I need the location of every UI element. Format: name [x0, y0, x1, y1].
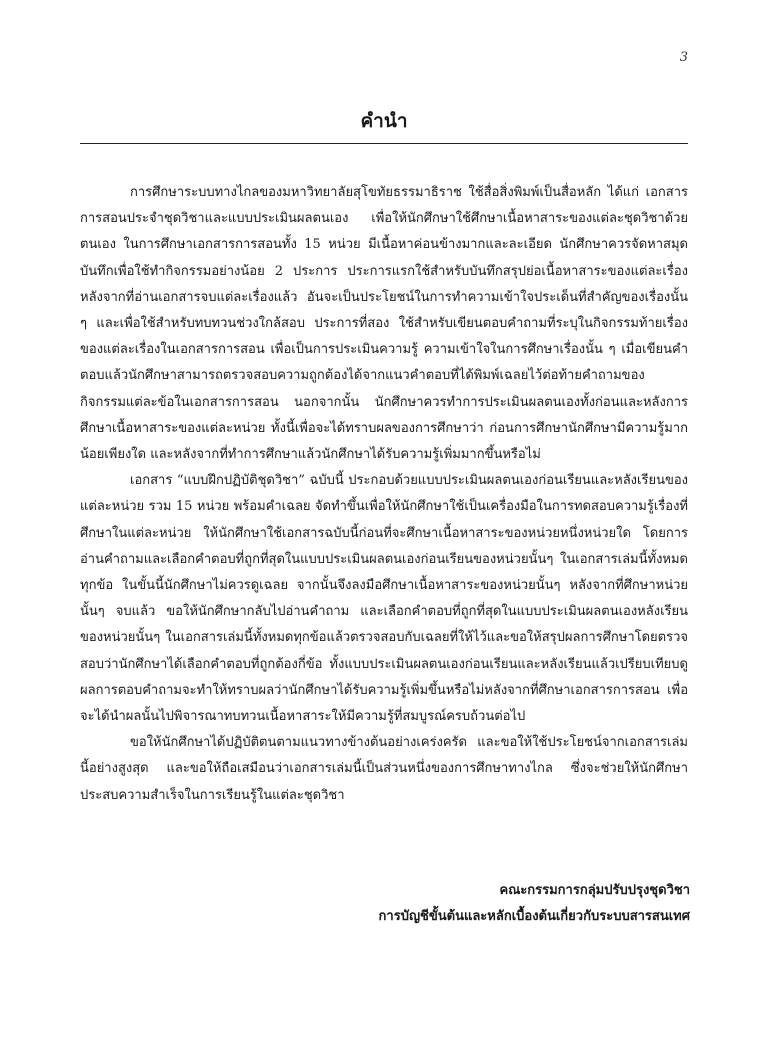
- paragraph-workbook: เอกสาร “แบบฝึกปฏิบัติชุดวิชา” ฉบับนี้ ประกอบด้วยแบบประเมินผลตนเองก่อนเรียนและหลังเรียนของแต่ละหน่วย รวม 15 หน่วย พร้อมคำเฉลย จัดทำขึ้นเพื่อให้นักศึกษาใช้เป็นเครื่องมือในการทดสอบความรู้เรื่องที่ศึกษาในแต่ละหน่วย ให้นักศึกษาใช้เอกสารฉบับนี้ก่อนที่จะศึกษาเนื้อหาสาระของหน่วยหนึ่งหน่วยใด โดยการอ่านคำถามและเลือกคำตอบที่ถูกที่สุดในแบบประเมินผลตนเองก่อนเรียนของหน่วยนั้นๆ ในเอกสารเล่มนี้ทั้งหมดทุกข้อ ในขั้นนี้นักศึกษาไม่ควรดูเฉลย จากนั้นจึงลงมือศึกษาเนื้อหาสาระของหน่วยนั้นๆ หลังจากที่ศึกษาหน่วยนั้นๆ จบแล้ว ขอให้นักศึกษากลับไปอ่านคำถาม และเลือกคำตอบที่ถูกที่สุดในแบบประเมินผลตนเองหลังเรียนของหน่วยนั้นๆ ในเอกสารเล่มนี้ทั้งหมดทุกข้อแล้วตรวจสอบกับเฉลยที่ให้ไว้และขอให้สรุปผลการศึกษาโดยตรวจสอบว่านักศึกษาได้เลือกคำตอบที่ถูกต้องกี่ข้อ ทั้งแบบประเมินผลตนเองก่อนเรียนและหลังเรียนแล้วเปรียบเทียบดูผลการตอบคำถามจะทำให้ทราบผลว่านักศึกษาได้รับความรู้เพิ่มขึ้นหรือไม่หลังจากที่ศึกษาเอกสารการสอน เพื่อจะได้นำผลนั้นไปพิจารณาทบทวนเนื้อหาสาระให้มีความรู้ที่สมบูรณ์ครบถ้วนต่อไป: [80, 473, 688, 725]
- signature-committee: คณะกรรมการกลุ่มปรับปรุงชุดวิชา: [499, 883, 690, 898]
- signature-course: การบัญชีขั้นต้นและหลักเบื้องต้นเกี่ยวกับระบบสารสนเทศ: [378, 909, 690, 924]
- preface-body: [80, 180, 688, 809]
- page-title: คำนำ: [360, 110, 408, 132]
- title-divider: [80, 143, 688, 144]
- signature-block: [379, 878, 690, 930]
- page-number: 3: [679, 50, 688, 65]
- paragraph-intro: การศึกษาระบบทางไกลของมหาวิทยาลัยสุโขทัยธรรมาธิราช ใช้สื่อสิ่งพิมพ์เป็นสื่อหลัก ได้แก่ เอกสารการสอนประจำชุดวิชาและแบบประเมินผลตนเอง เพื่อให้นักศึกษาใช้ศึกษาเนื้อหาสาระของแต่ละชุดวิชาด้วยตนเอง ในการศึกษาเอกสารการสอนทั้ง 15 หน่วย มีเนื้อหาค่อนข้างมากและละเอียด นักศึกษาควรจัดหาสมุดบันทึกเพื่อใช้ทำกิจกรรมอย่างน้อย 2 ประการ ประการแรกใช้สำหรับบันทึกสรุปย่อเนื้อหาสาระของแต่ละเรื่อง หลังจากที่อ่านเอกสารจบแต่ละเรื่องแล้ว อันจะเป็นประโยชน์ในการทำความเข้าใจประเด็นที่สำคัญของเรื่องนั้น ๆ และเพื่อใช้สำหรับทบทวนช่วงใกล้สอบ ประการที่สอง ใช้สำหรับเขียนตอบคำถามที่ระบุในกิจกรรมท้ายเรื่องของแต่ละเรื่องในเอกสารการสอน เพื่อเป็นการประเมินความรู้ ความเข้าใจในการศึกษาเรื่องนั้น ๆ เมื่อเขียนคำตอบแล้วนักศึกษาสามารถตรวจสอบความถูกต้องได้จากแนวคำตอบที่ได้พิมพ์เฉลยไว้ต่อท้ายคำถามของกิจกรรมแต่ละข้อในเอกสารการสอน นอกจากนั้น นักศึกษาควรทำการประเมินผลตนเองทั้งก่อนและหลังการศึกษาเนื้อหาสาระของแต่ละหน่วย ทั้งนี้เพื่อจะได้ทราบผลของการศึกษาว่า ก่อนการศึกษานักศึกษามีความรู้มากน้อยเพียงใด และหลังจากที่ทำการศึกษาแล้วนักศึกษาได้รับความรู้เพิ่มมากขึ้นหรือไม่: [80, 185, 688, 463]
- paragraph-closing: ขอให้นักศึกษาได้ปฏิบัติตนตามแนวทางข้างต้นอย่างเคร่งครัด และขอให้ใช้ประโยชน์จากเอกสารเล่มนี้อย่างสูงสุด และขอให้ถือเสมือนว่าเอกสารเล่มนี้เป็นส่วนหนึ่งของการศึกษาทางไกล ซึ่งจะช่วยให้นักศึกษาประสบความสำเร็จในการเรียนรู้ในแต่ละชุดวิชา: [80, 735, 688, 803]
